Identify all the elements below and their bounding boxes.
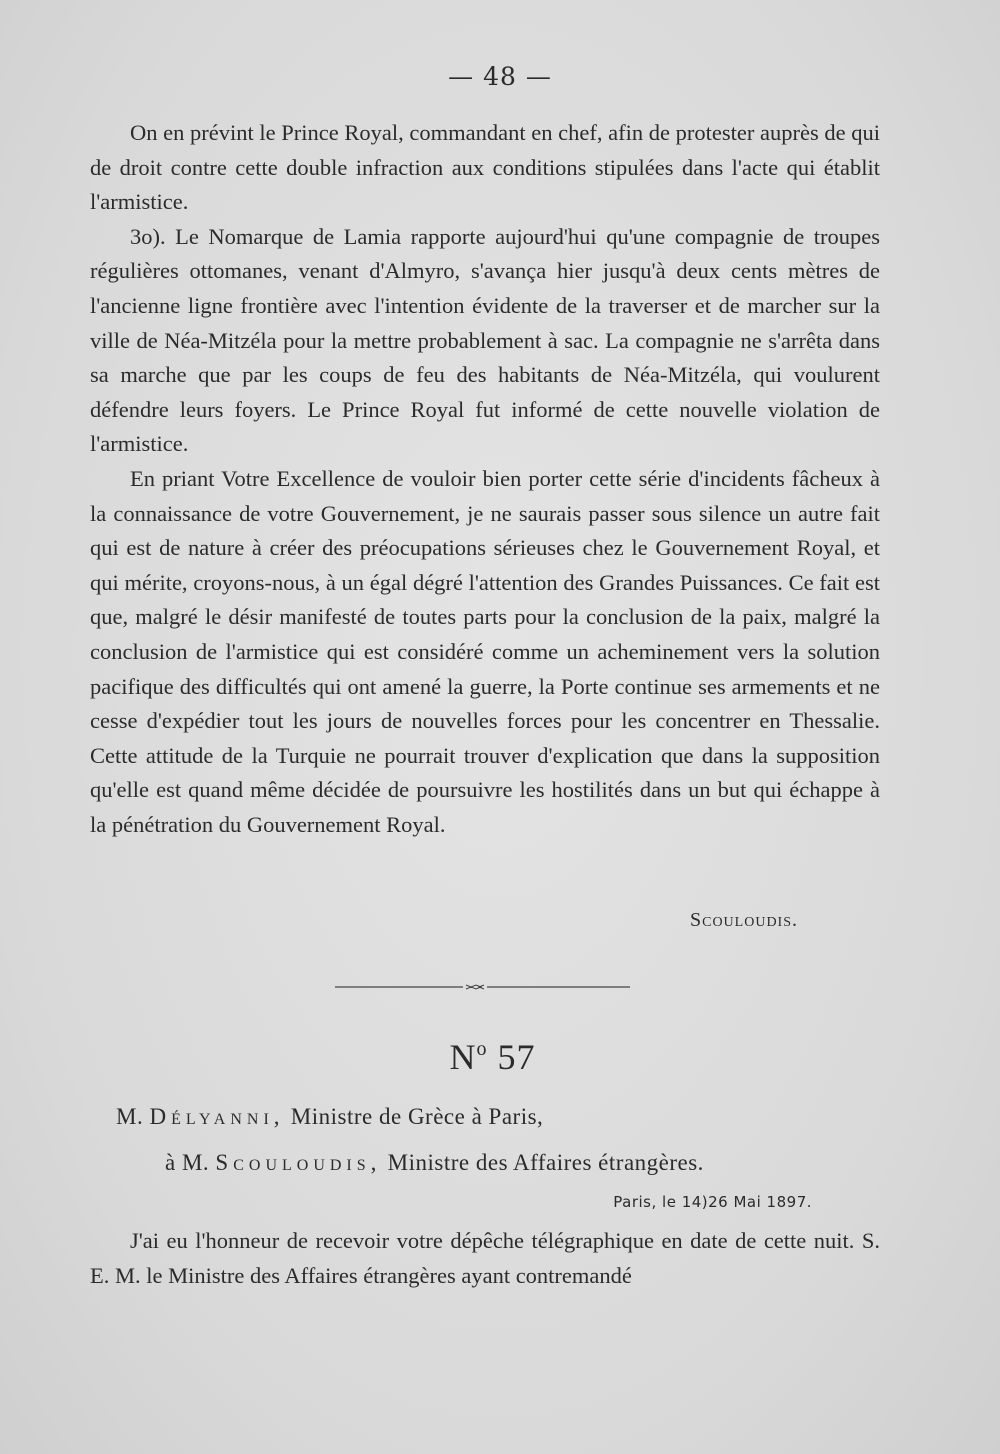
dispatch-body [90, 1224, 880, 1293]
section-divider [335, 984, 630, 988]
sender-line [116, 1104, 543, 1130]
dispatch-number-value: 57 [497, 1037, 536, 1077]
signature: Scouloudis. [689, 909, 798, 931]
sender-title: M. [116, 1104, 144, 1129]
recipient-name: Scouloudis, [215, 1150, 382, 1175]
paragraph-1: On en prévint le Prince Royal, commandant en chef, afin de protester auprès de qui de droit contre cette double infraction aux conditions stipulées dans l'acte qui établit l'armistice. [90, 120, 880, 215]
dispatch-paragraph-1: J'ai eu l'honneur de recevoir votre dépêche télégraphique en date de cette nuit. S. E. M. le Ministre des Affaires étrangères ayant contremandé [90, 1228, 880, 1288]
page-number: — 48 — [448, 62, 552, 91]
dateline: Paris, le 14)26 Mai 1897. [613, 1193, 812, 1211]
dispatch-number-sup: o [476, 1038, 488, 1060]
letter-body [90, 116, 880, 842]
dispatch-number [0, 1036, 985, 1078]
paragraph-2: 3o). Le Nomarque de Lamia rapporte aujourd'hui qu'une compagnie de troupes régulières ottomanes, venant d'Almyro, s'avança hier jusqu'à deux cents mètres de l'ancienne ligne frontière avec l'intention évidente de la traverser et de marcher sur la ville de Néa-Mitzéla pour la mettre probablement à sac. La compagnie ne s'arrêta dans sa marche que par les coups de feu des habitants de Néa-Mitzéla, qui voulurent défendre leurs foyers. Le Prince Royal fut informé de cette nouvelle violation de l'armistice. [90, 223, 880, 457]
sender-name: Délyanni, [149, 1104, 285, 1129]
recipient-prefix: à M. [165, 1150, 210, 1175]
recipient-role: Ministre des Affaires étrangères. [387, 1150, 704, 1175]
paragraph-3: En priant Votre Excellence de vouloir bien porter cette série d'incidents fâcheux à la connaissance de votre Gouvernement, je ne saurais passer sous silence un autre fait qui est de nature à créer des préocupations sérieuses chez le Gouvernement Royal, et qui mérite, croyons-nous, à un égal dégré l'attention des Grandes Puissances. Ce fait est que, malgré le désir manifesté de toutes parts pour la conclusion de la paix, malgré la conclusion de l'armistice qui est considéré comme un acheminement vers la solution pacifique des difficultés qui ont amené la guerre, la Porte continue ses armements et ne cesse d'expédier tout les jours de nouvelles forces pour les concentrer en Thessalie. Cette attitude de la Turquie ne pourrait trouver d'explication que dans la supposition qu'elle est quand même décidée de poursuivre les hostilités dans un but qui échappe à la pénétration du Gouvernement Royal. [90, 465, 880, 837]
dispatch-number-prefix: N [449, 1037, 477, 1077]
sender-role: Ministre de Grèce à Paris, [290, 1104, 544, 1129]
recipient-line [165, 1150, 704, 1176]
